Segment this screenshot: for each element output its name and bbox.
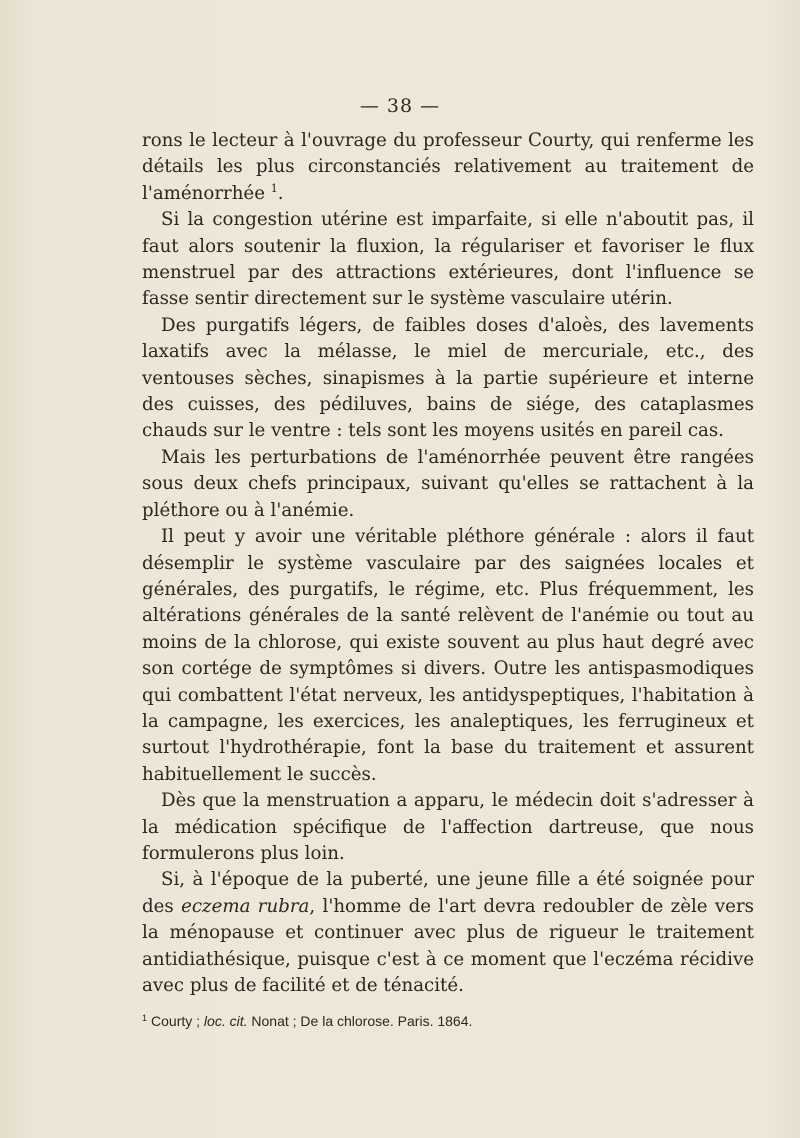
body-text — [142, 128, 754, 999]
paragraph-1-end: . — [277, 182, 284, 204]
paragraph-7-end: , l'homme de l'art devra redoubler de zèle vers la ménopause et continuer avec plus de rigueur le traitement antidiathésique, puisque c'est à ce moment que l'eczéma récidive avec plus de facilité et de ténacité. — [142, 895, 754, 996]
paragraph-1 — [142, 128, 754, 207]
paragraph-7-start: Si, à l'époque de la puberté, une jeune fille a été soignée pour des — [142, 869, 754, 917]
paragraph-4: Mais les perturbations de l'aménorrhée peuvent être rangées sous deux chefs principaux, suivant qu'elles se rattachent à la pléthore ou à l'anémie. — [142, 446, 754, 521]
footnote-author: Courty ; — [151, 1013, 204, 1029]
footnote-citation: Nonat ; De la chlorose. Paris. 1864. — [247, 1013, 473, 1029]
paragraph-6: Dès que la menstruation a apparu, le médecin doit s'adresser à la médication spécifique de l'affection dartreuse, que nous formulerons plus loin. — [142, 790, 754, 864]
footnote-mark: 1 — [142, 1013, 148, 1023]
footnote-italic: loc. cit. — [203, 1013, 248, 1029]
paragraph-1-text: rons le lecteur à l'ouvrage du professeur Courty, qui renferme les détails les plus circonstanciés relativement au traitement de l'aménorrhée — [142, 130, 754, 204]
paragraph-2: Si la congestion utérine est imparfaite, si elle n'aboutit pas, il faut alors soutenir la fluxion, la régulariser et favoriser le flux menstruel par des attractions extérieures, dont l'influence se fasse sentir directement sur le système vasculaire utérin. — [142, 209, 754, 310]
paragraph-5: Il peut y avoir une véritable pléthore générale : alors il faut désemplir le système vasculaire par des saignées locales et générales, des purgatifs, le régime, etc. Plus fréquemment, les altérations générales de la santé relèvent de l'anémie ou tout au moins de la chlorose, qui existe souvent au plus haut degré avec son cortége de symptômes si divers. Outre les antispasmodiques qui combattent l'état nerveux, les antidyspeptiques, l'habitation à la campagne, les exercices, les analeptiques, les ferrugineux et surtout l'hydrothérapie, font la base du traitement et assurent habituellement le succès. — [142, 526, 754, 785]
footnote — [142, 1009, 754, 1030]
page-number: — 38 — — [359, 95, 441, 117]
paragraph-7 — [142, 867, 754, 999]
paragraph-7-italic-term: eczema rubra — [181, 895, 310, 917]
footnote-reference[interactable]: 1 — [270, 181, 278, 195]
paragraph-3: Des purgatifs légers, de faibles doses d'aloès, des lavements laxatifs avec la mélasse, le miel de mercuriale, etc., des ventouses sèches, sinapismes à la partie supérieure et interne des cuisses, des pédiluves, bains de siége, des cataplasmes chauds sur le ventre : tels sont les moyens usités en pareil cas. — [142, 314, 754, 442]
